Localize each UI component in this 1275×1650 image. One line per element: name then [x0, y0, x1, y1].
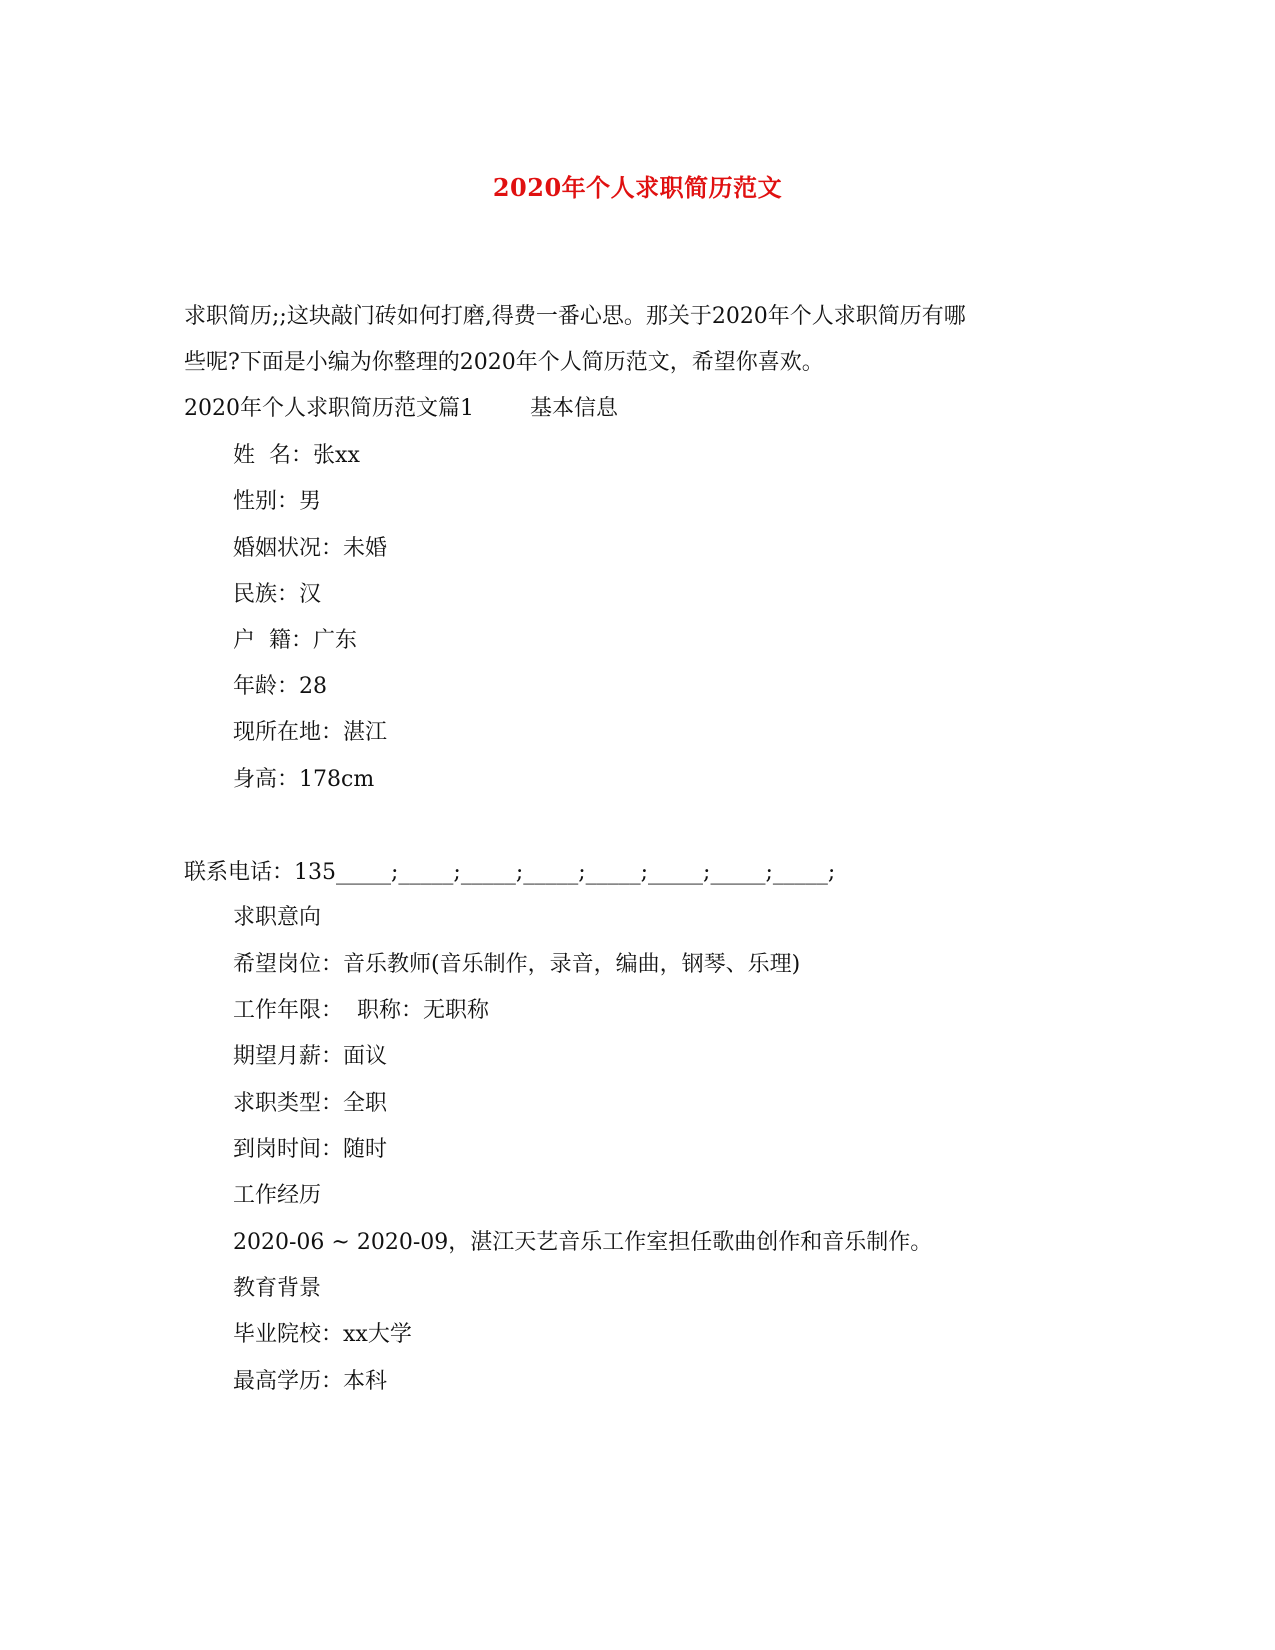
field-location: 现所在地：湛江 — [233, 720, 388, 745]
document-title: 2020年个人求职简历范文 — [492, 173, 783, 202]
hukou-value: 广东 — [313, 628, 358, 653]
field-contact-phone: 联系电话：135_____;_____;_____;_____;_____;_____;_____;_____; — [184, 860, 836, 885]
field-ethnicity: 民族：汉 — [233, 582, 322, 607]
name-value: 张xx — [313, 443, 360, 468]
field-name: 姓 名：张xx — [233, 443, 360, 468]
field-job-type: 求职类型：全职 — [233, 1091, 388, 1116]
intro-line-1: 求职简历;;这块敲门砖如何打磨,得费一番心思。那关于2020年个人求职简历有哪 — [184, 304, 966, 329]
section-subheading: 基本信息 — [530, 396, 619, 421]
intro-line-2: 些呢?下面是小编为你整理的2020年个人简历范文，希望你喜欢。 — [184, 350, 824, 375]
field-height: 身高：178cm — [233, 767, 375, 792]
section-heading-line — [184, 394, 618, 424]
field-job-title: 职称：无职称 — [357, 998, 490, 1023]
field-marital-status: 婚姻状况：未婚 — [233, 536, 388, 561]
field-work-years: 工作年限： 职称：无职称 — [233, 998, 490, 1023]
experience-item: 2020-06 ~ 2020-09，湛江天艺音乐工作室担任歌曲创作和音乐制作。 — [233, 1230, 933, 1255]
section-heading: 2020年个人求职简历范文篇1 — [184, 396, 474, 421]
field-expected-salary: 期望月薪：面议 — [233, 1044, 388, 1069]
field-degree: 最高学历：本科 — [233, 1369, 388, 1394]
field-age: 年龄：28 — [233, 674, 327, 699]
education-heading: 教育背景 — [233, 1276, 322, 1301]
field-arrival-time: 到岗时间：随时 — [233, 1137, 388, 1162]
field-school: 毕业院校：xx大学 — [233, 1322, 412, 1347]
experience-heading: 工作经历 — [233, 1183, 322, 1208]
intention-heading: 求职意向 — [233, 905, 322, 930]
field-desired-position: 希望岗位：音乐教师(音乐制作，录音，编曲，钢琴、乐理) — [233, 952, 801, 977]
field-hukou: 户 籍：广东 — [233, 628, 358, 653]
field-gender: 性别：男 — [233, 489, 322, 514]
